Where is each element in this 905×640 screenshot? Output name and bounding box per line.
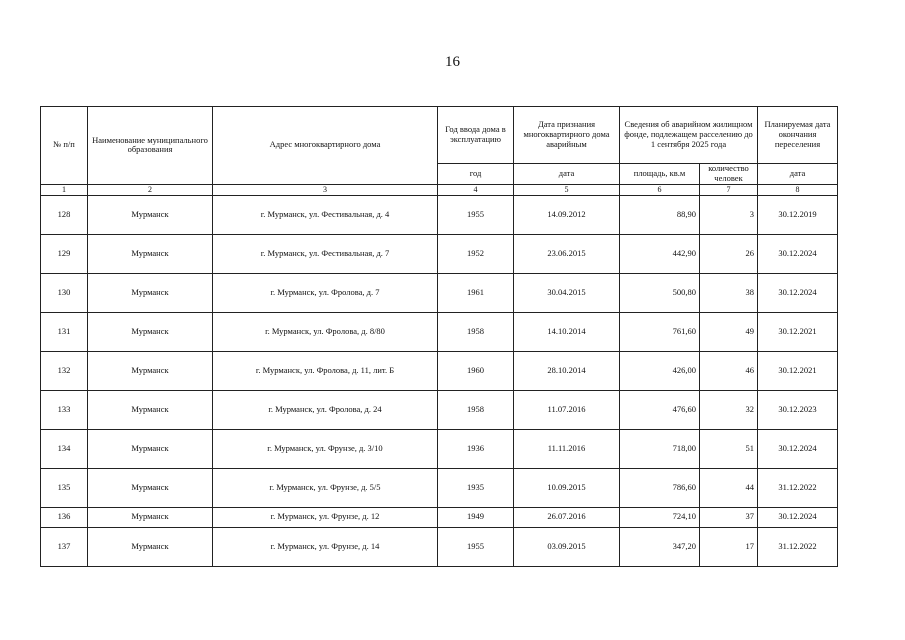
cell-municipality: Мурманск — [88, 527, 213, 566]
cell-area: 786,60 — [620, 468, 700, 507]
cell-people: 3 — [700, 195, 758, 234]
cell-municipality: Мурманск — [88, 429, 213, 468]
cell-people: 51 — [700, 429, 758, 468]
cell-address: г. Мурманск, ул. Фестивальная, д. 4 — [213, 195, 438, 234]
cell-year: 1958 — [438, 312, 514, 351]
header-municipality: Наименование муниципального образования — [88, 107, 213, 185]
subheader-area: площадь, кв.м — [620, 164, 700, 185]
column-number: 3 — [213, 184, 438, 195]
cell-year: 1955 — [438, 195, 514, 234]
cell-number: 128 — [41, 195, 88, 234]
cell-year: 1936 — [438, 429, 514, 468]
column-number: 8 — [758, 184, 838, 195]
cell-municipality: Мурманск — [88, 273, 213, 312]
subheader-date: дата — [514, 164, 620, 185]
cell-municipality: Мурманск — [88, 390, 213, 429]
cell-address: г. Мурманск, ул. Фестивальная, д. 7 — [213, 234, 438, 273]
cell-end-date: 30.12.2019 — [758, 195, 838, 234]
cell-end-date: 30.12.2021 — [758, 351, 838, 390]
cell-year: 1949 — [438, 507, 514, 527]
cell-area: 347,20 — [620, 527, 700, 566]
column-number: 6 — [620, 184, 700, 195]
cell-area: 476,60 — [620, 390, 700, 429]
cell-address: г. Мурманск, ул. Фрунзе, д. 14 — [213, 527, 438, 566]
cell-people: 37 — [700, 507, 758, 527]
column-number: 7 — [700, 184, 758, 195]
cell-people: 26 — [700, 234, 758, 273]
cell-recognition-date: 14.09.2012 — [514, 195, 620, 234]
cell-recognition-date: 26.07.2016 — [514, 507, 620, 527]
table-row — [41, 312, 838, 351]
header-emergency-fund: Сведения об аварийном жилищном фонде, подлежащем расселению до 1 сентября 2025 года — [620, 107, 758, 164]
cell-year: 1955 — [438, 527, 514, 566]
cell-address: г. Мурманск, ул. Фролова, д. 7 — [213, 273, 438, 312]
table-row — [41, 527, 838, 566]
table-row — [41, 195, 838, 234]
cell-people: 32 — [700, 390, 758, 429]
cell-end-date: 30.12.2023 — [758, 390, 838, 429]
table-row — [41, 273, 838, 312]
cell-area: 500,80 — [620, 273, 700, 312]
cell-number: 137 — [41, 527, 88, 566]
cell-address: г. Мурманск, ул. Фрунзе, д. 3/10 — [213, 429, 438, 468]
cell-area: 88,90 — [620, 195, 700, 234]
cell-area: 718,00 — [620, 429, 700, 468]
cell-end-date: 30.12.2024 — [758, 234, 838, 273]
column-number: 5 — [514, 184, 620, 195]
cell-year: 1961 — [438, 273, 514, 312]
cell-address: г. Мурманск, ул. Фролова, д. 11, лит. Б — [213, 351, 438, 390]
cell-people: 44 — [700, 468, 758, 507]
cell-address: г. Мурманск, ул. Фролова, д. 24 — [213, 390, 438, 429]
cell-people: 49 — [700, 312, 758, 351]
header-year: Год ввода дома в эксплуатацию — [438, 107, 514, 164]
column-number: 4 — [438, 184, 514, 195]
cell-area: 426,00 — [620, 351, 700, 390]
cell-address: г. Мурманск, ул. Фрунзе, д. 5/5 — [213, 468, 438, 507]
cell-number: 135 — [41, 468, 88, 507]
cell-year: 1958 — [438, 390, 514, 429]
cell-end-date: 30.12.2021 — [758, 312, 838, 351]
cell-municipality: Мурманск — [88, 468, 213, 507]
column-numbers-row — [41, 184, 838, 195]
cell-municipality: Мурманск — [88, 312, 213, 351]
cell-year: 1952 — [438, 234, 514, 273]
subheader-end-date: дата — [758, 164, 838, 185]
cell-number: 134 — [41, 429, 88, 468]
cell-area: 442,90 — [620, 234, 700, 273]
subheader-year: год — [438, 164, 514, 185]
header-recognition-date: Дата признания многоквартирного дома аварийным — [514, 107, 620, 164]
table-row — [41, 390, 838, 429]
cell-municipality: Мурманск — [88, 507, 213, 527]
cell-municipality: Мурманск — [88, 195, 213, 234]
cell-recognition-date: 14.10.2014 — [514, 312, 620, 351]
cell-recognition-date: 23.06.2015 — [514, 234, 620, 273]
page-number: 16 — [445, 54, 460, 70]
cell-address: г. Мурманск, ул. Фрунзе, д. 12 — [213, 507, 438, 527]
column-number: 2 — [88, 184, 213, 195]
cell-number: 136 — [41, 507, 88, 527]
cell-area: 761,60 — [620, 312, 700, 351]
cell-people: 46 — [700, 351, 758, 390]
table-row — [41, 468, 838, 507]
table-row — [41, 429, 838, 468]
cell-end-date: 31.12.2022 — [758, 527, 838, 566]
cell-number: 132 — [41, 351, 88, 390]
cell-end-date: 30.12.2024 — [758, 273, 838, 312]
table-row — [41, 234, 838, 273]
cell-recognition-date: 11.11.2016 — [514, 429, 620, 468]
header-address: Адрес многоквартирного дома — [213, 107, 438, 185]
cell-end-date: 31.12.2022 — [758, 468, 838, 507]
cell-number: 131 — [41, 312, 88, 351]
cell-recognition-date: 28.10.2014 — [514, 351, 620, 390]
cell-recognition-date: 30.04.2015 — [514, 273, 620, 312]
column-number: 1 — [41, 184, 88, 195]
cell-number: 129 — [41, 234, 88, 273]
cell-end-date: 30.12.2024 — [758, 429, 838, 468]
housing-table — [40, 106, 838, 567]
cell-address: г. Мурманск, ул. Фролова, д. 8/80 — [213, 312, 438, 351]
cell-recognition-date: 11.07.2016 — [514, 390, 620, 429]
cell-recognition-date: 10.09.2015 — [514, 468, 620, 507]
cell-year: 1960 — [438, 351, 514, 390]
table-row — [41, 507, 838, 527]
cell-number: 130 — [41, 273, 88, 312]
cell-number: 133 — [41, 390, 88, 429]
header-resettlement-end: Планируемая дата окончания переселения — [758, 107, 838, 164]
cell-recognition-date: 03.09.2015 — [514, 527, 620, 566]
cell-municipality: Мурманск — [88, 351, 213, 390]
cell-year: 1935 — [438, 468, 514, 507]
table-row — [41, 351, 838, 390]
subheader-people: количество человек — [700, 164, 758, 185]
cell-end-date: 30.12.2024 — [758, 507, 838, 527]
cell-people: 17 — [700, 527, 758, 566]
header-number: № п/п — [41, 107, 88, 185]
cell-area: 724,10 — [620, 507, 700, 527]
cell-municipality: Мурманск — [88, 234, 213, 273]
cell-people: 38 — [700, 273, 758, 312]
